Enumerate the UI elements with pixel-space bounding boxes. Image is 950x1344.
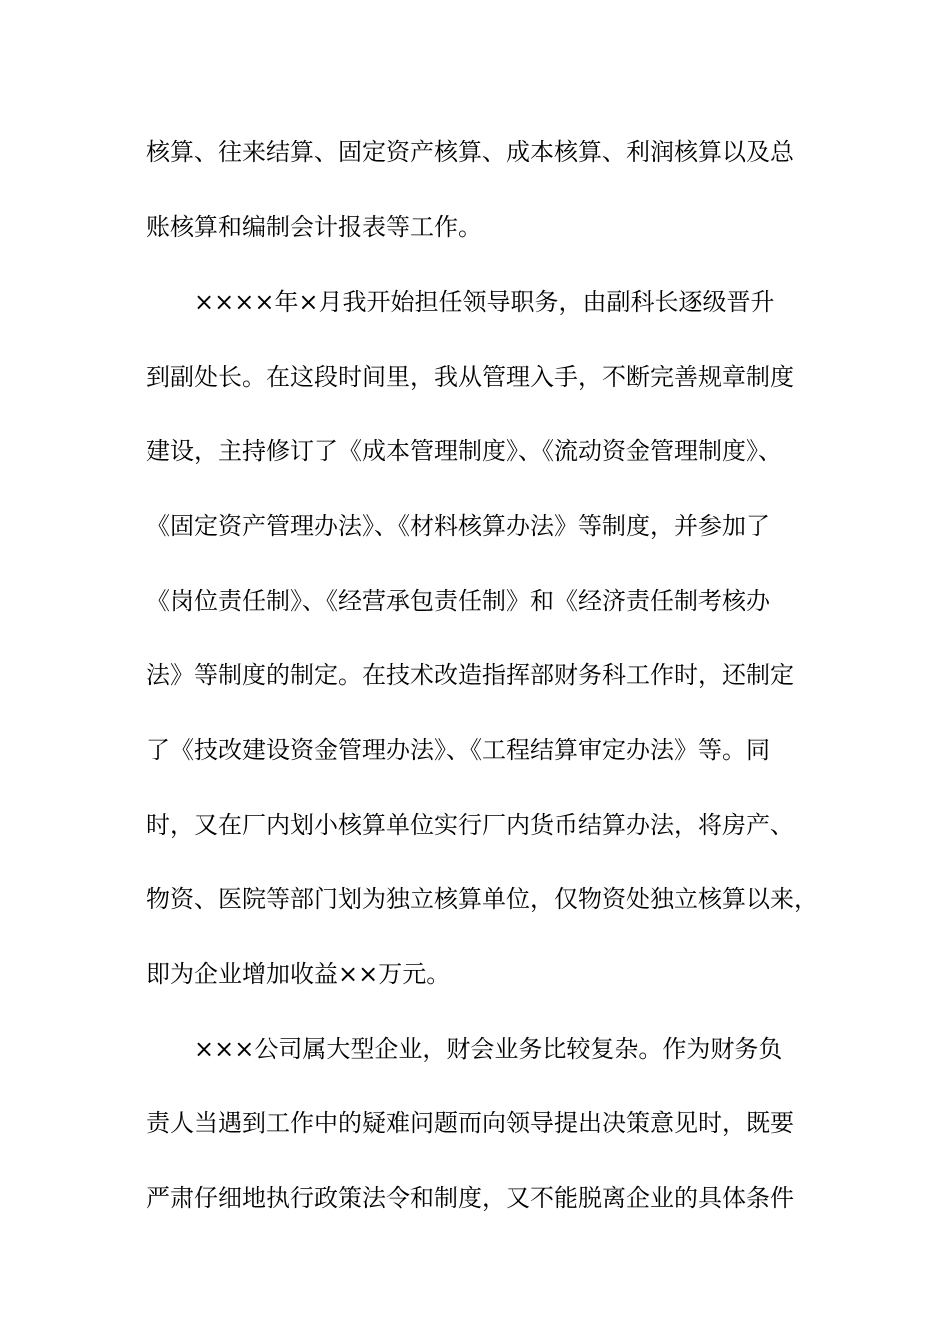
text-line: 核算、往来结算、固定资产核算、成本核算、利润核算以及总	[146, 138, 794, 166]
text-line: 《固定资产管理办法》、《材料核算办法》等制度，并参加了	[146, 512, 770, 540]
text-line: 《岗位责任制》、《经营承包责任制》和《经济责任制考核办	[146, 587, 770, 615]
text-line: 严肃仔细地执行政策法令和制度，又不能脱离企业的具体条件	[146, 1184, 794, 1212]
text-line: 了《技改建设资金管理办法》、《工程结算审定办法》等。同	[146, 736, 770, 764]
text-line: 即为企业增加收益××万元。	[146, 960, 451, 988]
text-line: 建设，主持修订了《成本管理制度》、《流动资金管理制度》、	[146, 437, 782, 465]
text-line: 责人当遇到工作中的疑难问题而向领导提出决策意见时，既要	[146, 1109, 794, 1137]
paragraph-start-line: ××××年×月我开始担任领导职务，由副科长逐级晋升	[194, 288, 775, 316]
text-line: 物资、医院等部门划为独立核算单位，仅物资处独立核算以来，	[146, 885, 818, 913]
text-line: 账核算和编制会计报表等工作。	[146, 213, 482, 241]
text-line: 时，又在厂内划小核算单位实行厂内货币结算办法，将房产、	[146, 811, 794, 839]
text-line: 到副处长。在这段时间里，我从管理入手，不断完善规章制度	[146, 363, 794, 391]
paragraph-start-line: ×××公司属大型企业，财会业务比较复杂。作为财务负	[194, 1035, 783, 1063]
text-line: 法》等制度的制定。在技术改造指挥部财务科工作时，还制定	[146, 661, 794, 689]
